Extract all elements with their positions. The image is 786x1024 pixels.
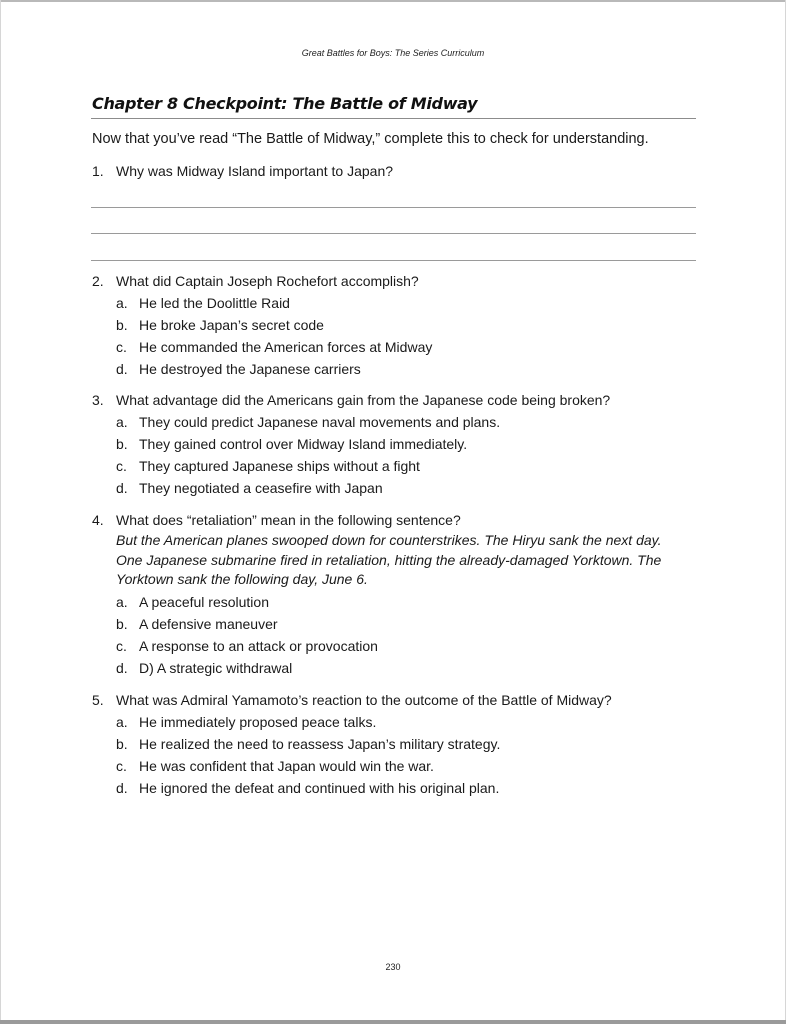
option-d[interactable]: [92, 358, 702, 380]
question-number: 3.: [92, 392, 104, 408]
question-text: What advantage did the Americans gain from the Japanese code being broken?: [116, 392, 611, 408]
quoted-passage: But the American planes swooped down for counterstrikes. The Hiryu sank the next day. One Japanese submarine fired in retaliation, hitting the already-damaged Yorktown. The Yorktown sank the following day, June 6.: [116, 532, 662, 587]
option-d[interactable]: [92, 777, 702, 799]
option-text: He immediately proposed peace talks.: [139, 714, 377, 730]
option-text: He destroyed the Japanese carriers: [139, 361, 361, 377]
question-number: 4.: [92, 512, 104, 528]
option-letter: d.: [116, 780, 128, 796]
option-text: D) A strategic withdrawal: [139, 659, 293, 676]
option-letter: c.: [116, 458, 127, 474]
option-letter: d.: [116, 659, 128, 676]
question-text: What does “retaliation” mean in the following sentence?: [116, 512, 461, 528]
question-text: What was Admiral Yamamoto’s reaction to the outcome of the Battle of Midway?: [116, 692, 612, 708]
running-head: Great Battles for Boys: The Series Curriculum: [301, 48, 485, 58]
option-text: They could predict Japanese naval movements and plans.: [139, 414, 501, 430]
option-a[interactable]: [92, 292, 702, 314]
question-1: [92, 161, 702, 181]
question-number: 1.: [92, 163, 104, 179]
answer-line-2[interactable]: [91, 233, 696, 234]
question-text: What did Captain Joseph Rochefort accomplish?: [116, 273, 419, 289]
option-letter: c.: [116, 637, 127, 654]
question-number: 5.: [92, 692, 104, 708]
title-rule: [91, 118, 696, 119]
option-letter: b.: [116, 736, 128, 752]
option-b[interactable]: [92, 613, 702, 635]
option-text: A response to an attack or provocation: [139, 637, 378, 654]
question-text: Why was Midway Island important to Japan?: [116, 163, 394, 179]
option-text: He broke Japan’s secret code: [139, 317, 324, 333]
option-c[interactable]: [92, 635, 702, 657]
option-a[interactable]: [92, 591, 702, 613]
page-number: 230: [385, 962, 401, 972]
page-bottom-border: [0, 1020, 786, 1024]
option-b[interactable]: [92, 433, 702, 455]
option-b[interactable]: [92, 314, 702, 336]
option-letter: a.: [116, 593, 128, 610]
option-c[interactable]: [92, 755, 702, 777]
option-letter: c.: [116, 758, 127, 774]
question-5: [92, 690, 702, 799]
option-text: They negotiated a ceasefire with Japan: [139, 480, 383, 496]
option-text: A defensive maneuver: [139, 615, 278, 632]
option-letter: d.: [116, 361, 128, 377]
option-letter: d.: [116, 480, 128, 496]
answer-line-3[interactable]: [91, 260, 696, 261]
option-text: He ignored the defeat and continued with his original plan.: [139, 780, 500, 796]
option-c[interactable]: [92, 455, 702, 477]
option-letter: b.: [116, 615, 128, 632]
option-text: He led the Doolittle Raid: [139, 295, 290, 311]
option-text: A peaceful resolution: [139, 593, 269, 610]
question-4: [92, 510, 702, 679]
option-letter: b.: [116, 317, 128, 333]
option-letter: c.: [116, 339, 127, 355]
intro-text: Now that you’ve read “The Battle of Midway,” complete this to check for understanding.: [92, 131, 649, 147]
answer-line-1[interactable]: [91, 207, 696, 208]
option-c[interactable]: [92, 336, 702, 358]
option-letter: a.: [116, 414, 128, 430]
page-top-border: [0, 0, 786, 2]
option-d[interactable]: [92, 477, 702, 499]
option-text: He was confident that Japan would win the war.: [139, 758, 434, 774]
option-d[interactable]: [92, 657, 702, 679]
page-left-border: [0, 0, 1, 1024]
chapter-title: Chapter 8 Checkpoint: The Battle of Midway: [92, 94, 478, 113]
question-3: [92, 390, 702, 499]
option-text: They captured Japanese ships without a fight: [139, 458, 420, 474]
question-2: [92, 271, 702, 380]
option-letter: a.: [116, 295, 128, 311]
option-a[interactable]: [92, 411, 702, 433]
option-text: They gained control over Midway Island immediately.: [139, 436, 468, 452]
option-text: He commanded the American forces at Midway: [139, 339, 433, 355]
option-b[interactable]: [92, 733, 702, 755]
option-a[interactable]: [92, 711, 702, 733]
question-number: 2.: [92, 273, 104, 289]
option-text: He realized the need to reassess Japan’s military strategy.: [139, 736, 501, 752]
option-letter: a.: [116, 714, 128, 730]
option-letter: b.: [116, 436, 128, 452]
